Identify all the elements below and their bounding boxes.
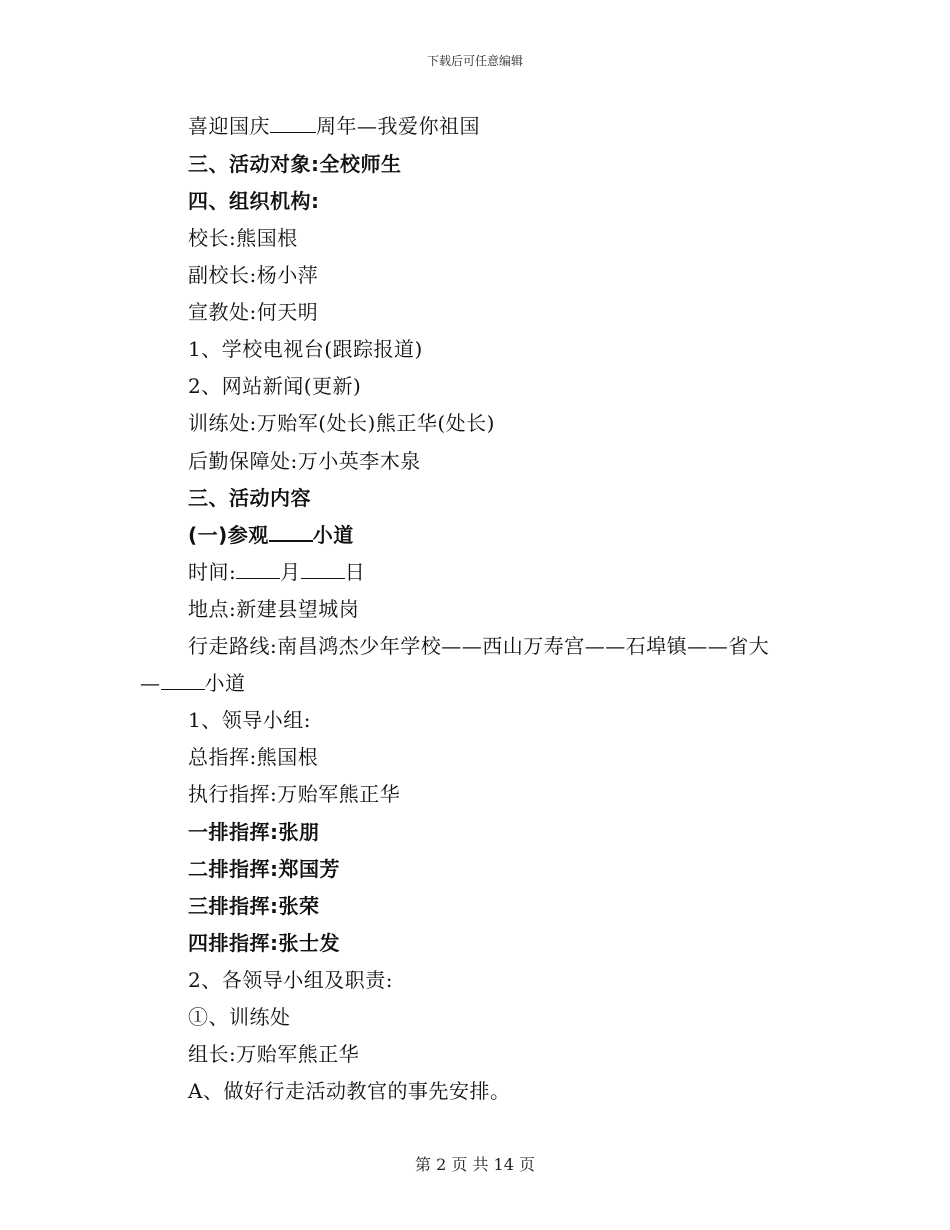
text-line: 地点:新建县望城岗 [188,597,360,621]
text-line: 总指挥:熊国根 [188,745,319,769]
section-heading: 三、活动内容 [188,486,311,510]
text-line: 1、领导小组: [188,708,311,732]
text-line: 宣教处:何天明 [188,300,319,324]
text-line: 执行指挥:万贻军熊正华 [188,782,401,806]
text-line: 时间: 月 日 [188,560,366,584]
text-line: 1、学校电视台(跟踪报道) [188,337,423,361]
subsection-heading: (一)参观 小道 [188,523,354,547]
text-line: 行走路线:南昌鸿杰少年学校——西山万寿宫——石埠镇——省大 [188,634,770,658]
bold-line: 二排指挥:郑国芳 [188,857,340,881]
bold-line: 三排指挥:张荣 [188,894,320,918]
text-line: 2、各领导小组及职责: [188,968,393,992]
text-line: 组长:万贻军熊正华 [188,1042,360,1066]
text-line-continuation: — 小道 [140,671,246,695]
bold-line: 一排指挥:张朋 [188,820,320,844]
page-header: 下载后可任意编辑 [426,54,523,68]
section-heading: 四、组织机构: [188,189,320,213]
text-line: 训练处:万贻军(处长)熊正华(处长) [188,411,495,435]
text-line: 后勤保障处:万小英李木泉 [188,449,421,473]
text-line: 2、网站新闻(更新) [188,374,362,398]
text-line: A、做好行走活动教官的事先安排。 [188,1079,511,1103]
section-heading: 三、活动对象:全校师生 [188,152,402,176]
text-line: ①、训练处 [188,1005,291,1029]
text-line: 校长:熊国根 [188,226,298,250]
bold-line: 四排指挥:张士发 [188,931,340,955]
text-line: 喜迎国庆 周年—我爱你祖国 [188,114,480,138]
text-line: 副校长:杨小萍 [188,263,319,287]
page-footer: 第 2 页 共 14 页 [415,1155,535,1174]
